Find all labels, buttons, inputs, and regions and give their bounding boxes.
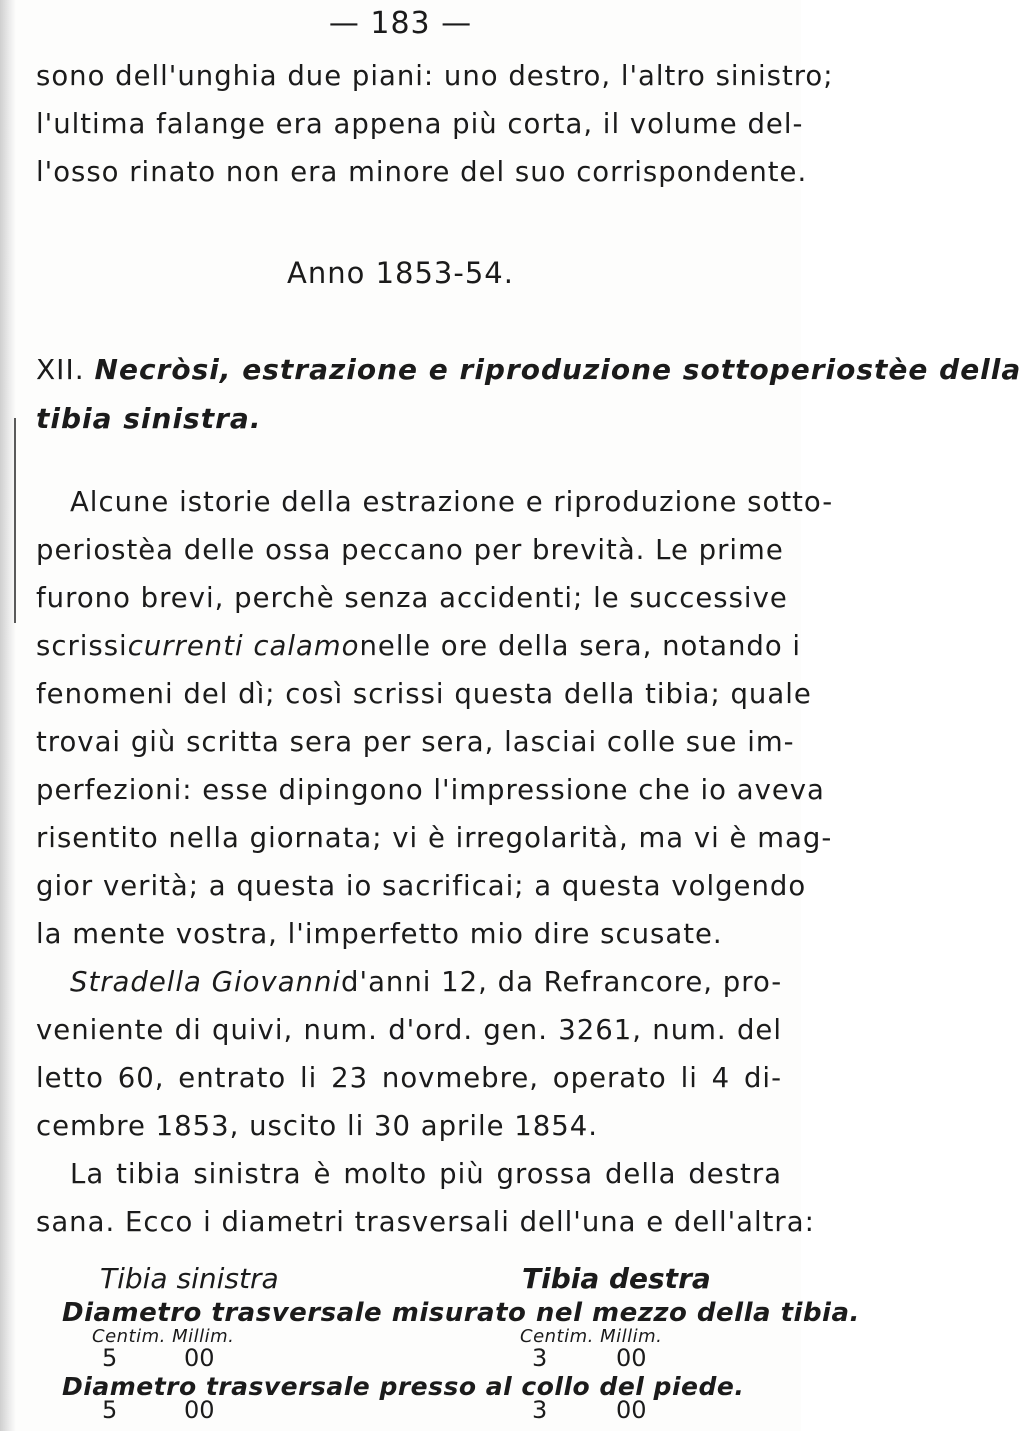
margin-rule <box>14 418 16 623</box>
value-right-mm: 00 <box>616 1344 647 1372</box>
measurement-label-mid: Diametro trasversale misurato nel mezzo della tibia. <box>62 1298 860 1328</box>
text-line: sana. Ecco i diametri trasversali dell'una e dell'altra: <box>36 1206 815 1238</box>
text-segment: scrissi <box>36 630 128 662</box>
text-line: sono dell'unghia due piani: uno destro, l'altro sinistro; <box>36 60 834 92</box>
text-line: La tibia sinistra è molto più grossa della destra <box>70 1158 782 1190</box>
text-segment: d'anni 12, da Refrancore, pro- <box>341 966 783 998</box>
value-left-cm-2: 5 <box>102 1396 118 1424</box>
value-left-mm-2: 00 <box>184 1396 215 1424</box>
text-line: gior verità; a questa io sacrificai; a questa volgendo <box>36 870 807 902</box>
text-line: cembre 1853, uscito li 30 aprile 1854. <box>36 1110 599 1142</box>
page-gutter-shadow <box>0 0 16 1431</box>
patient-name: Stradella Giovanni <box>70 966 342 998</box>
year-heading: Anno 1853-54. <box>287 256 514 290</box>
text-line <box>36 630 802 662</box>
value-left-mm: 00 <box>184 1344 215 1372</box>
text-line: periostèa delle ossa peccano per brevità. Le prime <box>36 534 784 566</box>
units-left: Centim. Millim. <box>92 1326 235 1347</box>
text-line: fenomeni del dì; così scrissi questa della tibia; quale <box>36 678 812 710</box>
value-right-mm-2: 00 <box>616 1396 647 1424</box>
text-line: l'ultima falange era appena più corta, il volume del- <box>36 108 804 140</box>
text-line: trovai giù scritta sera per sera, lasciai colle sue im- <box>36 726 795 758</box>
value-left-cm: 5 <box>102 1344 118 1372</box>
text-line: la mente vostra, l'imperfetto mio dire scusate. <box>36 918 723 950</box>
text-line: Alcune istorie della estrazione e riproduzione sotto- <box>70 486 834 518</box>
column-header-right: Tibia destra <box>522 1262 711 1295</box>
units-right: Centim. Millim. <box>520 1326 663 1347</box>
page-number: — 183 — <box>328 6 473 41</box>
column-header-left: Tibia sinistra <box>100 1262 279 1295</box>
section-number: XII. <box>36 353 85 386</box>
text-line: l'osso rinato non era minore del suo corrispondente. <box>36 156 808 188</box>
text-line: risentito nella giornata; vi è irregolarità, ma vi è mag- <box>36 822 833 854</box>
text-line <box>70 966 782 998</box>
text-segment: nelle ore della sera, notando i <box>359 630 802 662</box>
measurement-label-ankle: Diametro trasversale presso al collo del piede. <box>62 1372 745 1401</box>
latin-phrase: currenti calamo <box>127 630 360 662</box>
value-right-cm: 3 <box>532 1344 548 1372</box>
text-line: veniente di quivi, num. d'ord. gen. 3261, num. del <box>36 1014 782 1046</box>
text-line: letto 60, entrato li 23 novmebre, operato li 4 di- <box>36 1062 782 1094</box>
section-title-line2: tibia sinistra. <box>36 402 262 435</box>
section-heading <box>36 353 1021 386</box>
text-line: perfezioni: esse dipingono l'impressione che io aveva <box>36 774 825 806</box>
value-right-cm-2: 3 <box>532 1396 548 1424</box>
text-line: furono brevi, perchè senza accidenti; le successive <box>36 582 788 614</box>
section-title-line1: Necròsi, estrazione e riproduzione sottoperiostèe della <box>94 353 1021 386</box>
